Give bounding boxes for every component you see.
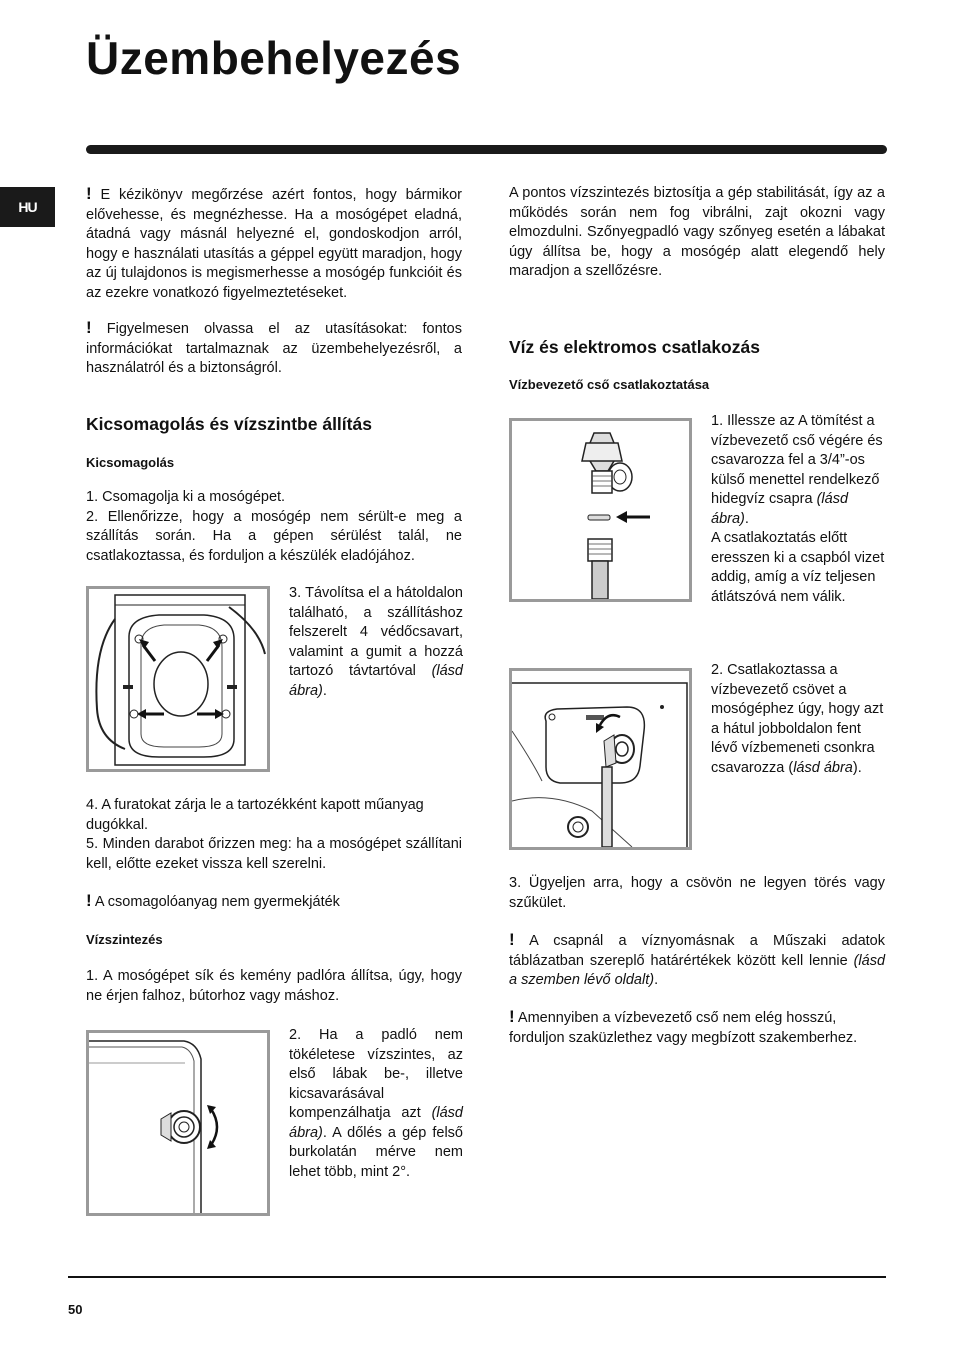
warning-text: Figyelmesen olvassa el az utasításokat: fontos információkat tartalmaznak az üzembehelyezésről, a használatról és a biztonságról.: [86, 321, 462, 376]
title-rule: [86, 145, 887, 154]
right-intro: [509, 184, 885, 282]
page-title: Üzembehelyezés: [86, 32, 462, 84]
page-number: 50: [68, 1302, 83, 1317]
step-1: 1. Csomagolja ki a mosógépet.: [86, 489, 286, 505]
warning-icon: !: [86, 318, 92, 337]
warning-text: A csapnál a víznyomásnak a Műszaki adatok táblázatban szereplő határértékek között kell lennie: [509, 933, 885, 969]
warning-icon: !: [86, 184, 92, 203]
subheading-leveling: Vízszintezés: [86, 932, 163, 947]
level-step-2: [289, 1026, 463, 1182]
step-5: 5. Minden darabot őrizzen meg: ha a mosógépet szállítani kell, előtte ezeket vissza kell szerelni.: [86, 836, 462, 872]
figure-inlet-connection: [509, 668, 692, 850]
conn-step-1-text: 1. Illessze az A tömítést a vízbevezető cső végére és csavarozza fel a 3/4”-os külső menettel rendelkező hidegvíz csapra: [711, 413, 883, 507]
hose-seal-illustration: [512, 421, 689, 599]
subheading-inlet-hose: Vízbevezető cső csatlakoztatása: [509, 377, 710, 392]
right-warning-2: [509, 1007, 885, 1048]
step-4: 4. A furatokat zárja le a tartozékként kapott műanyag dugókkal.: [86, 797, 424, 833]
language-tab: HU: [0, 187, 55, 227]
conn-step-1: 1. Illessze az A tömítést a vízbevezető cső végére és csavarozza fel a 3/4”-os külső menettel rendelkező hidegvíz csapra (lásd ábra). A csatlakoztatás előtt eresszen ki a csapból vizet addig, amíg a víz teljesen átlátszóvá nem válik.: [711, 412, 885, 607]
step-2: 2. Ellenőrizze, hogy a mosógép nem sérült-e meg a szállítás során. Ha a gépen sérülést talál, ne csatlakoztassa, és forduljon a készülék eladójához.: [86, 508, 462, 564]
warning-text: Amennyiben a vízbevezető cső nem elég hosszú, forduljon szaküzlethez vagy megbízott szakemberhez.: [509, 1010, 858, 1046]
conn-step-2-text: 2. Csatlakoztassa a vízbevezető csövet a mosógéphez úgy, hogy azt a hátul jobboldalon fent lévő vízbemeneti csonkra csavarozza (: [711, 662, 884, 776]
warning-icon: !: [509, 1007, 515, 1026]
figure-transport-bolts: [86, 586, 270, 772]
step-3: 3. Távolítsa el a hátoldalon található, a szállításhoz felszerelt 4 védőcsavart, valamint a gumit a hozzá tartozó távtartóval (lásd ábra).: [289, 585, 463, 699]
footer-rule: [68, 1276, 886, 1278]
warning-icon: !: [86, 891, 92, 910]
level-step-2-tail: . A dőlés a gép felső burkolatán mérve nem lehet több, mint 2°.: [289, 1124, 463, 1180]
figure-hose-seal: [509, 418, 692, 602]
conn-step-3: [509, 874, 885, 913]
section-heading-unpacking: Kicsomagolás és vízszintbe állítás: [86, 414, 372, 434]
conn-step-3-text: 3. Ügyeljen arra, hogy a csövön ne legyen törés vagy szűkület.: [509, 875, 885, 911]
right-warning-1: ! A csapnál a víznyomásnak a Műszaki adatok táblázatban szereplő határértékek között kell lennie (lásd a szemben lévő oldalt).: [509, 930, 886, 988]
conn-step-2-tail: ).: [852, 759, 862, 776]
figure-ref: (lásd ábra): [711, 491, 849, 527]
unpack-steps: [86, 488, 462, 566]
intro-text: A pontos vízszintezés biztosítja a gép stabilitását, így az a működés során nem fog vibrálni, zajt okozni vagy elmozdulni. Szőnyegpadló vagy szőnyeg esetén a lábakat úgy állítsa be, hogy a mosógép alatt elegendő hely maradjon a szellőzésre.: [509, 185, 885, 279]
level-step-1: [86, 967, 462, 1006]
level-step-1-text: 1. A mosógépet sík és kemény padlóra állítsa, úgy, hogy ne érjen falhoz, bútorhoz vagy máshoz.: [86, 968, 462, 1004]
section-heading-connection: Víz és elektromos csatlakozás: [509, 337, 760, 357]
steps-4-5: [86, 796, 462, 874]
level-step-2-text: 2. Ha a padló nem tökéletese vízszintes, az első lábak be-, illetve kicsavarásával kompenzálhatja azt: [289, 1027, 463, 1121]
warning-text: A csomagolóanyag nem gyermekjáték: [94, 894, 340, 910]
warning-icon: !: [509, 930, 515, 949]
figure-ref: (lásd ábra): [289, 1105, 463, 1141]
washer-back-illustration: [89, 589, 267, 769]
leveling-foot-illustration: [89, 1033, 267, 1213]
left-warning-2: [86, 318, 462, 379]
conn-step-2: [711, 661, 885, 778]
figure-ref: lásd ábra: [793, 759, 853, 776]
warning-text: E kézikönyv megőrzése azért fontos, hogy bármikor elővehesse, és megnézhesse. Ha a mosógépet eladná, átadná vagy másnál helyezné el, gondoskodjon arról, hogy e használati utasítás a géppel együtt maradjon, hogy az új tulajdonos is megismerhesse a mosógép funkcióit és az ezekre vonatkozó figyelmeztetéseket.: [86, 187, 463, 301]
page-ref: (lásd a szemben lévő oldalt): [509, 952, 886, 988]
step-3-text: 3. Távolítsa el a hátoldalon található, a szállításhoz felszerelt 4 védőcsavart, valamint a gumit a hozzá tartozó távtartóval: [289, 585, 463, 679]
left-warning-3: [86, 891, 462, 913]
conn-step-1-note: A csatlakoztatás előtt eresszen ki a csapból vizet addig, amíg a víz teljesen átlátszóvá nem válik.: [711, 530, 885, 605]
subheading-unpacking: Kicsomagolás: [86, 455, 175, 470]
left-warning-1: [86, 184, 462, 303]
figure-leveling-foot: [86, 1030, 270, 1216]
inlet-connection-illustration: [512, 671, 689, 847]
figure-ref: (lásd ábra): [289, 663, 463, 699]
